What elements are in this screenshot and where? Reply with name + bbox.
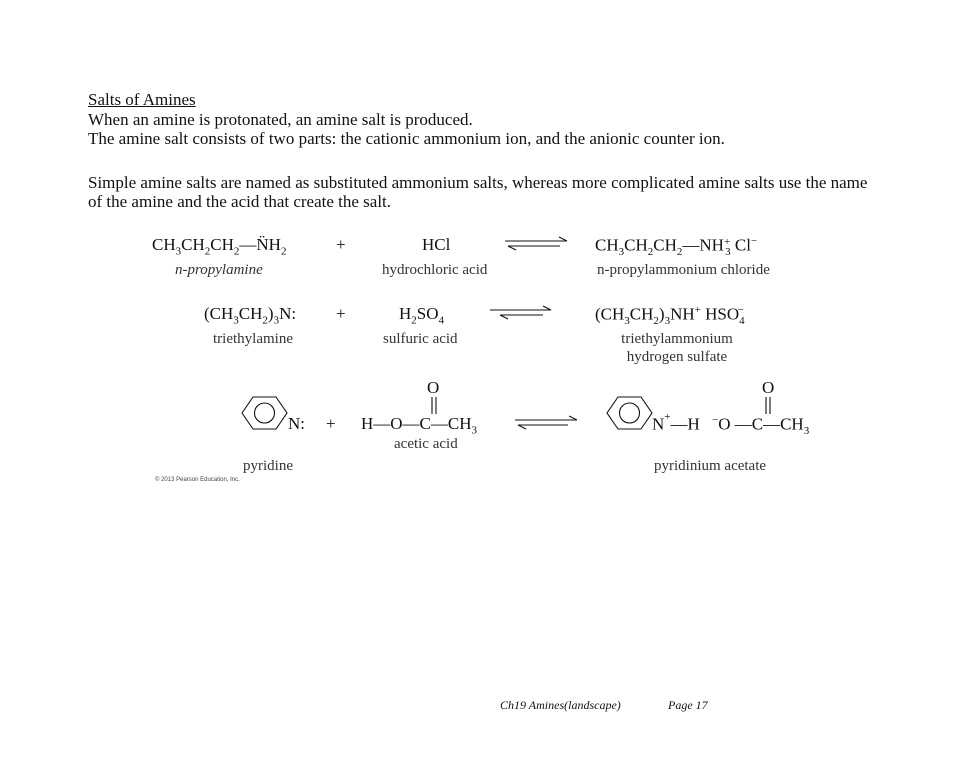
reactant-name: n-propylamine — [175, 262, 263, 278]
plus-sign: + — [336, 304, 346, 323]
plus-sign: + — [336, 235, 346, 254]
section-title: Salts of Amines — [88, 90, 196, 109]
footer-chapter: Ch19 Amines(landscape) — [500, 698, 621, 712]
carbonyl-oxygen: O — [762, 378, 775, 397]
product-name: n-propylammonium chloride — [597, 262, 770, 278]
pyridinium-nitrogen: N+—H — [652, 411, 700, 434]
carbonyl-oxygen: O — [427, 378, 440, 397]
paragraph-line: The amine salt consists of two parts: the cationic ammonium ion, and the anionic counter ion. — [88, 129, 725, 148]
acetate-formula: −O $—C—CH_3$ — [712, 414, 810, 438]
reactant-name: triethylamine — [213, 331, 293, 347]
copyright-notice: © 2013 Pearson Education, Inc. — [155, 477, 240, 483]
reagent-name: acetic acid — [394, 436, 458, 452]
pyridine-nitrogen: N: — [288, 414, 305, 433]
reagent-name: hydrochloric acid — [382, 262, 488, 278]
footer-page-number: Page 17 — [668, 698, 708, 712]
paragraph-line: of the amine and the acid that create the salt. — [88, 192, 392, 211]
sulfuric-acid-formula: $H_2SO_4$ — [399, 304, 445, 327]
triethylammonium-formula: $(CH_3CH_2)_3NH^+$ $HSO_4^-$ — [595, 304, 745, 328]
reagent-name: sulfuric acid — [383, 331, 458, 347]
reactant-name: pyridine — [243, 458, 293, 474]
paragraph-line: When an amine is protonated, an amine salt is produced. — [88, 110, 473, 129]
hcl-formula: HCl — [422, 235, 451, 254]
product-name: hydrogen sulfate — [626, 349, 728, 365]
plus-sign: + — [326, 414, 336, 433]
product-name: pyridinium acetate — [654, 458, 767, 474]
paragraph-line: Simple amine salts are named as substituted ammonium salts, whereas more complicated amine salts use the name — [88, 173, 868, 192]
product-name: triethylammonium — [621, 331, 733, 347]
triethylamine-formula: $(CH_3CH_2)_3N$: — [204, 304, 297, 327]
propylammonium-chloride-formula: $CH_3CH_2CH_2—NH_{+3}$ Cl− — [595, 235, 758, 259]
acetic-acid-formula: $H—O—C—CH_3$ — [361, 414, 478, 437]
propylamine-formula: $CH_3CH_2CH_2—N̈H_2$ — [152, 235, 287, 258]
